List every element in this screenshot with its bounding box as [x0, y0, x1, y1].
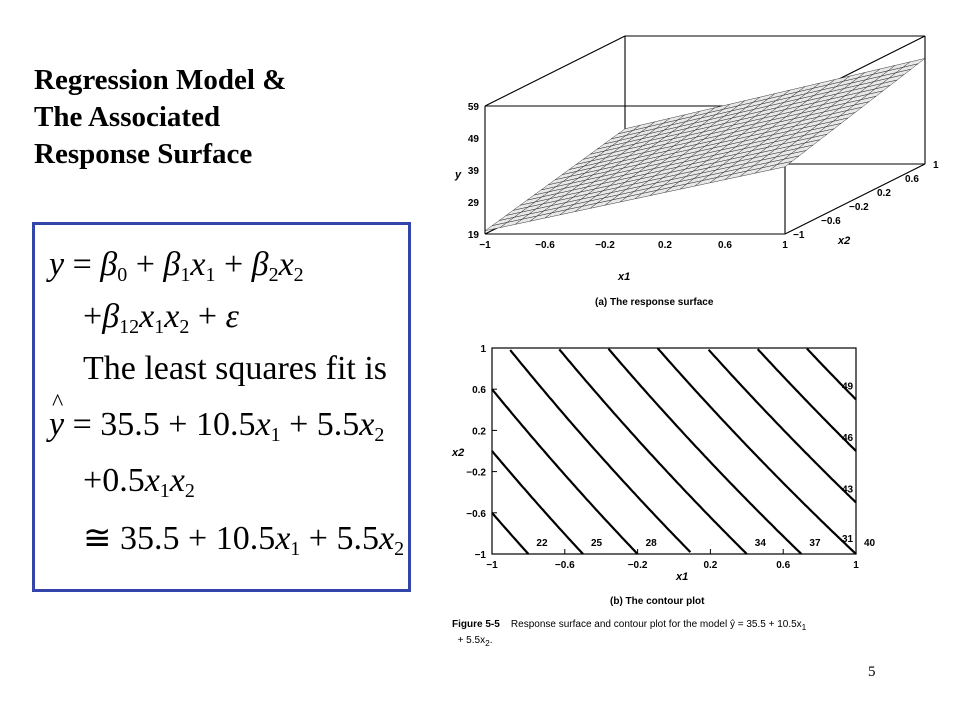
slide-number: 5 [868, 664, 876, 680]
contour-level-label: 46 [842, 433, 854, 444]
contour-x-tick-label: 0.2 [703, 560, 718, 571]
contour-level-label: 34 [754, 538, 766, 549]
equation-box [32, 222, 411, 592]
contour-level-label: 49 [842, 381, 854, 393]
contour-y-axis-label: x2 [452, 447, 465, 459]
surface-box-edge [785, 164, 925, 234]
surface-x-tick-label: 0.6 [718, 240, 732, 251]
contour-chart [440, 338, 890, 610]
contour-y-tick-label: 1 [480, 344, 486, 355]
equation-line-1: $y = \beta_0 + \beta_1x_1 + \beta_2x_2$ [49, 246, 304, 286]
title-line-3: Response Surface [34, 138, 253, 170]
contour-ticks [466, 344, 859, 571]
contour-y-tick-label: −1 [474, 550, 486, 561]
surface-z-tick-label: 49 [467, 134, 479, 145]
contour-level-label: 40 [864, 538, 876, 549]
equation-line-2: $+\beta_{12}x_1x_2 + \varepsilon$ [83, 298, 239, 338]
surface-x-tick-label: −0.2 [595, 240, 615, 251]
surface-z-tick-label: 59 [467, 102, 479, 113]
contour-level-label: 22 [536, 538, 548, 549]
contour-lines [492, 348, 856, 554]
contour-line [559, 349, 747, 554]
surface-x-tick-label: 1 [782, 240, 788, 251]
response-surface-chart [440, 12, 939, 312]
equation-line-6: ≅ $35.5 + 10.5x_1 + 5.5x_2$ [83, 520, 405, 560]
contour-level-label: 28 [645, 538, 657, 549]
contour-x-tick-label: −1 [486, 560, 498, 571]
surface-y-tick-label: 0.2 [877, 188, 891, 199]
surface-y-tick-label: −1 [793, 230, 805, 241]
contour-line [510, 350, 690, 552]
contour-x-tick-label: −0.6 [554, 560, 575, 571]
figure-caption: Figure 5-5 Response surface and contour plot for the model ŷ = $35.5 + 10.5x_1$ + $5.5x_2$. [452, 619, 807, 648]
contour-line [709, 350, 856, 503]
contour-plot-frame [492, 348, 856, 554]
contour-y-tick-label: 0.6 [472, 385, 486, 397]
contour-y-tick-label: −0.2 [466, 467, 486, 479]
surface-y-tick-label: 1 [933, 160, 939, 171]
surface-y-tick-label: −0.6 [821, 216, 841, 227]
title-line-2: The Associated [34, 101, 221, 133]
contour-x-axis-label: x1 [676, 571, 689, 583]
slide-title [34, 62, 286, 173]
surface-y-axis-label: x2 [838, 235, 851, 247]
equation-line-4: ^ $y = 35.5 + 10.5x_1 + 5.5x_2$ [49, 405, 384, 445]
equation-line-5: $+0.5x_1x_2$ [83, 462, 195, 502]
contour-caption: (b) The contour plot [610, 596, 705, 607]
surface-z-tick-label: 19 [467, 230, 479, 241]
contour-x-tick-label: 0.6 [776, 560, 791, 571]
contour-level-label: 25 [591, 538, 603, 549]
surface-x-axis-label: x1 [618, 271, 631, 283]
surface-box-edge [485, 36, 625, 106]
figure-label: Figure 5-5 [452, 619, 500, 630]
contour-level-label: 31 [842, 534, 854, 546]
surface-z-tick-label: 29 [467, 198, 479, 209]
contour-x-tick-label: −0.2 [627, 560, 648, 571]
contour-level-label: 37 [809, 538, 821, 549]
contour-y-tick-label: 0.2 [472, 426, 486, 438]
surface-z-tick-label: 39 [467, 166, 479, 177]
contour-level-label: 43 [842, 484, 854, 496]
figure-text-2: + 5.5x [457, 635, 486, 646]
contour-line [658, 348, 856, 554]
title-line-1: Regression Model & [34, 64, 287, 96]
surface-y-tick-label: −0.2 [849, 202, 869, 213]
surface-caption: (a) The response surface [595, 297, 714, 308]
surface-x-tick-label: 0.2 [658, 240, 672, 251]
equation-line-3: The least squares fit is [83, 350, 388, 387]
figure-text: Response surface and contour plot for the model ŷ = 35.5 + 10.5x [510, 619, 802, 630]
contour-line [609, 349, 802, 554]
surface-z-axis-label: y [455, 169, 462, 181]
contour-y-tick-label: −0.6 [466, 508, 486, 520]
surface-x-tick-label: −0.6 [535, 240, 555, 251]
contour-line [492, 513, 528, 554]
surface-y-tick-label: 0.6 [905, 174, 919, 185]
surface-x-tick-label: −1 [479, 240, 491, 251]
contour-x-tick-label: 1 [853, 560, 859, 571]
